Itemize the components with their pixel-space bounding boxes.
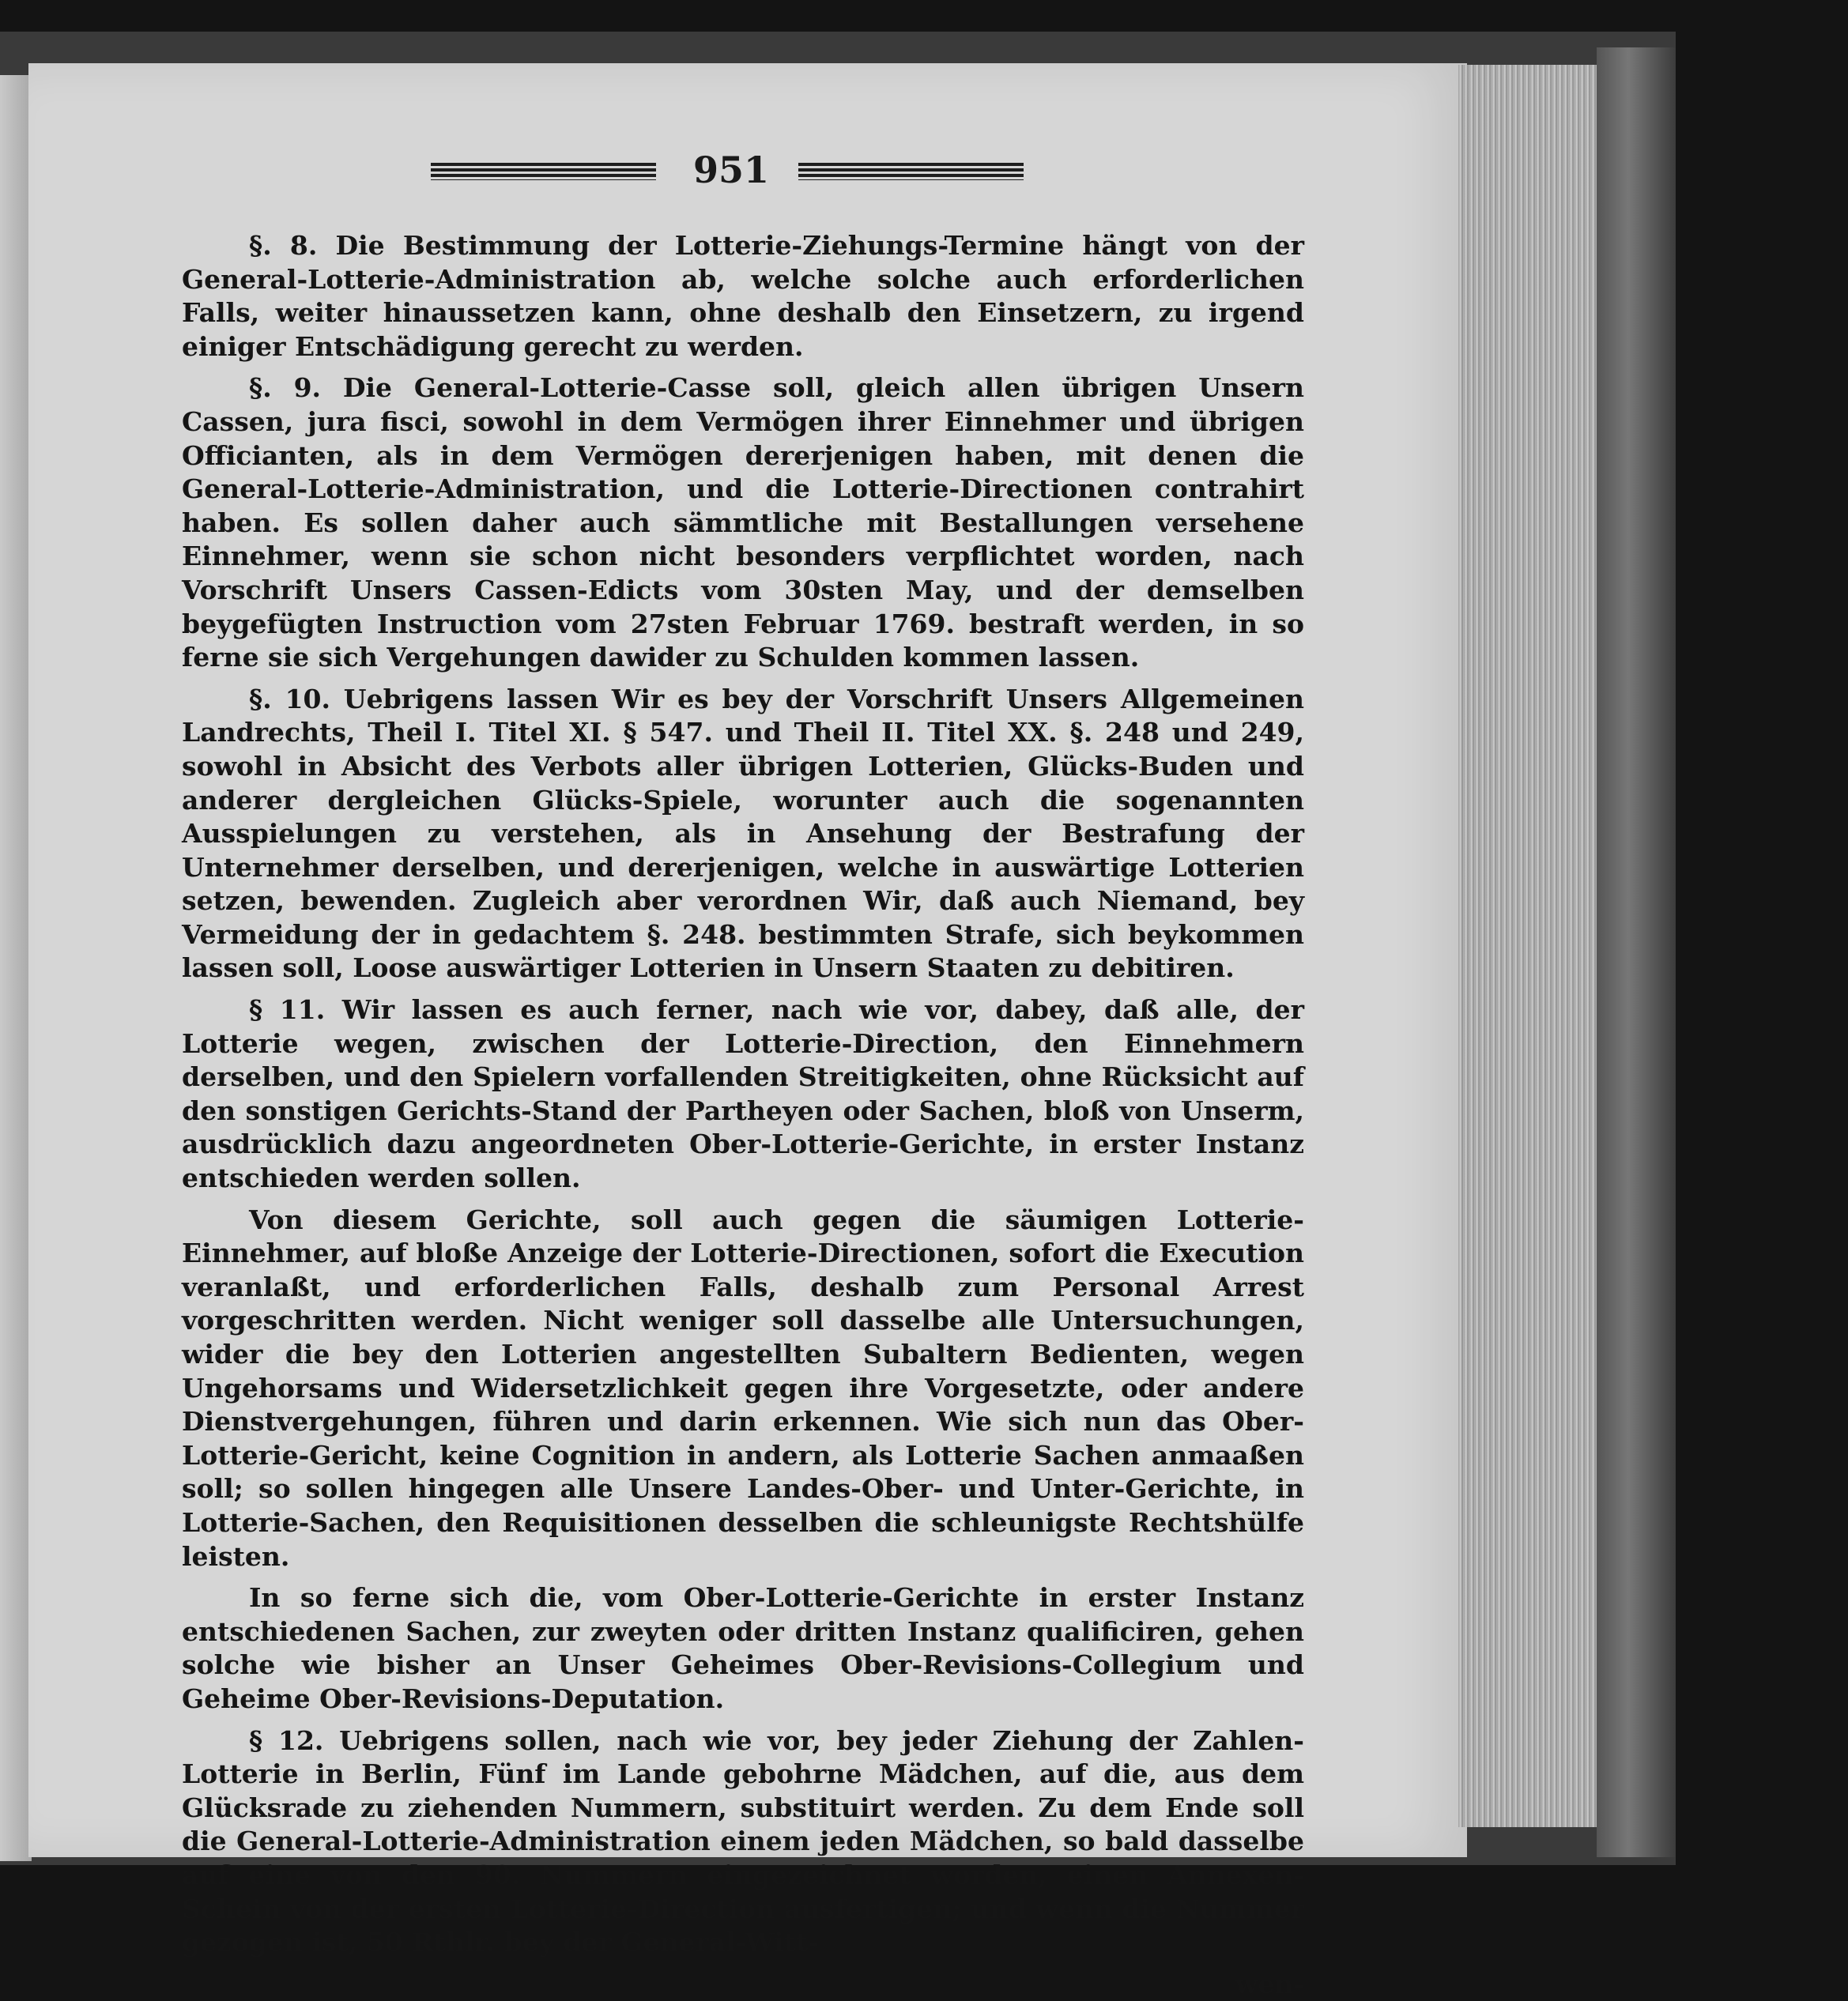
page-fore-edge bbox=[1458, 65, 1601, 1827]
page-header bbox=[431, 149, 1031, 196]
paragraph-section-8: §. 8. Die Bestimmung der Lotterie-Ziehungs-Termine hängt von der General-Lotterie-Administration ab, welche solche auch erforderlichen Falls, weiter hinaussetzen kann, ohne deshalb den Einsetzern, zu irgend einiger Entschädigung gerecht zu werden. bbox=[182, 230, 1304, 362]
header-rule-right bbox=[798, 163, 1024, 180]
paragraph-section-12: § 12. Uebrigens sollen, nach wie vor, bey jeder Ziehung der Zahlen-Lotterie in Berlin, Fünf im Lande gebohrne Mädchen, auf die, aus dem Glücksrade zu ziehenden Nummern, substituirt werden. Zu dem Ende soll die General-Lotterie-Administration einem jeden Mädchen, so bald dasselbe auf eine von den 90. Nummern eingezeichnet worden, einen Annexen-Schein von der ersten Lotterie-Direction ausfertigen; und wenn die Nummer gezogen ist, 50 Rthlr. bey der General-Witt- bbox=[182, 1724, 1304, 1958]
catchword: wen- bbox=[1235, 1968, 1304, 1999]
paragraph-section-11: § 11. Wir lassen es auch ferner, nach wie vor, dabey, daß alle, der Lotterie wegen, zwischen der Lotterie-Direction, den Einnehmern derselben, und den Spielern vorfallenden Streitigkeiten, ohne Rücksicht auf den sonstigen Gerichts-Stand der Partheyen oder Sachen, bloß von Unserm, ausdrücklich dazu angeordneten Ober-Lotterie-Gerichte, in erster Instanz entschieden werden sollen. bbox=[182, 994, 1304, 1194]
paragraph-appeals: In so ferne sich die, vom Ober-Lotterie-Gerichte in erster Instanz entschiedenen Sachen, zur zweyten oder dritten Instanz qualificiren, gehen solche wie bisher an Unser Geheimes Ober-Revisions-Collegium und Geheime Ober-Revisions-Deputation. bbox=[182, 1582, 1304, 1714]
page-body bbox=[182, 229, 1304, 2001]
header-rule-left bbox=[431, 163, 656, 180]
paragraph-court-duties: Von diesem Gerichte, soll auch gegen die säumigen Lotterie-Einnehmer, auf bloße Anzeige der Lotterie-Directionen, sofort die Execution veranlaßt, und erforderlichen Falls, deshalb zum Personal Arrest vorgeschritten werden. Nicht weniger soll dasselbe alle Untersuchungen, wider die bey den Lotterien angestellten Subaltern Bedienten, wegen Ungehorsams und Widersetzlichkeit gegen ihre Vorgesetzte, oder andere Dienstvergehungen, führen und darin erkennen. Wie sich nun das Ober-Lotterie-Gericht, keine Cognition in andern, als Lotterie Sachen anmaaßen soll; so sollen hingegen alle Unsere Landes-Ober- und Unter-Gerichte, in Lotterie-Sachen, den Requisitionen desselben die schleunigste Rechtshülfe leisten. bbox=[182, 1204, 1304, 1572]
paragraph-section-10: §. 10. Uebrigens lassen Wir es bey der Vorschrift Unsers Allgemeinen Landrechts, Theil I. Titel XI. § 547. und Theil II. Titel XX. §. 248 und 249, sowohl in Absicht des Verbots aller übrigen Lotterien, Glücks-Buden und anderer dergleichen Glücks-Spiele, worunter auch die sogenannten Ausspielungen zu verstehen, als in Ansehung der Bestrafung der Unternehmer derselben, und dererjenigen, welche in auswärtige Lotterien setzen, bewenden. Zugleich aber verordnen Wir, daß auch Niemand, bey Vermeidung der in gedachtem §. 248. bestimmten Strafe, sich beykommen lassen soll, Loose auswärtiger Lotterien in Unsern Staaten zu debitiren. bbox=[182, 683, 1304, 984]
paragraph-section-9: §. 9. Die General-Lotterie-Casse soll, gleich allen übrigen Unsern Cassen, jura fisci, sowohl in dem Vermögen ihrer Einnehmer und übrigen Officianten, als in dem Vermögen dererjenigen haben, mit denen die General-Lotterie-Administration, und die Lotterie-Directionen contrahirt haben. Es sollen daher auch sämmtliche mit Bestallungen versehene Einnehmer, wenn sie schon nicht besonders verpflichtet worden, nach Vorschrift Unsers Cassen-Edicts vom 30sten May, und der demselben beygefügten Instruction vom 27sten Februar 1769. bestraft werden, in so ferne sie sich Vergehungen dawider zu Schulden kommen lassen. bbox=[182, 372, 1304, 673]
cover-edge bbox=[1597, 47, 1676, 1857]
page-number: 951 bbox=[692, 149, 770, 191]
left-page-edge bbox=[0, 75, 32, 1861]
